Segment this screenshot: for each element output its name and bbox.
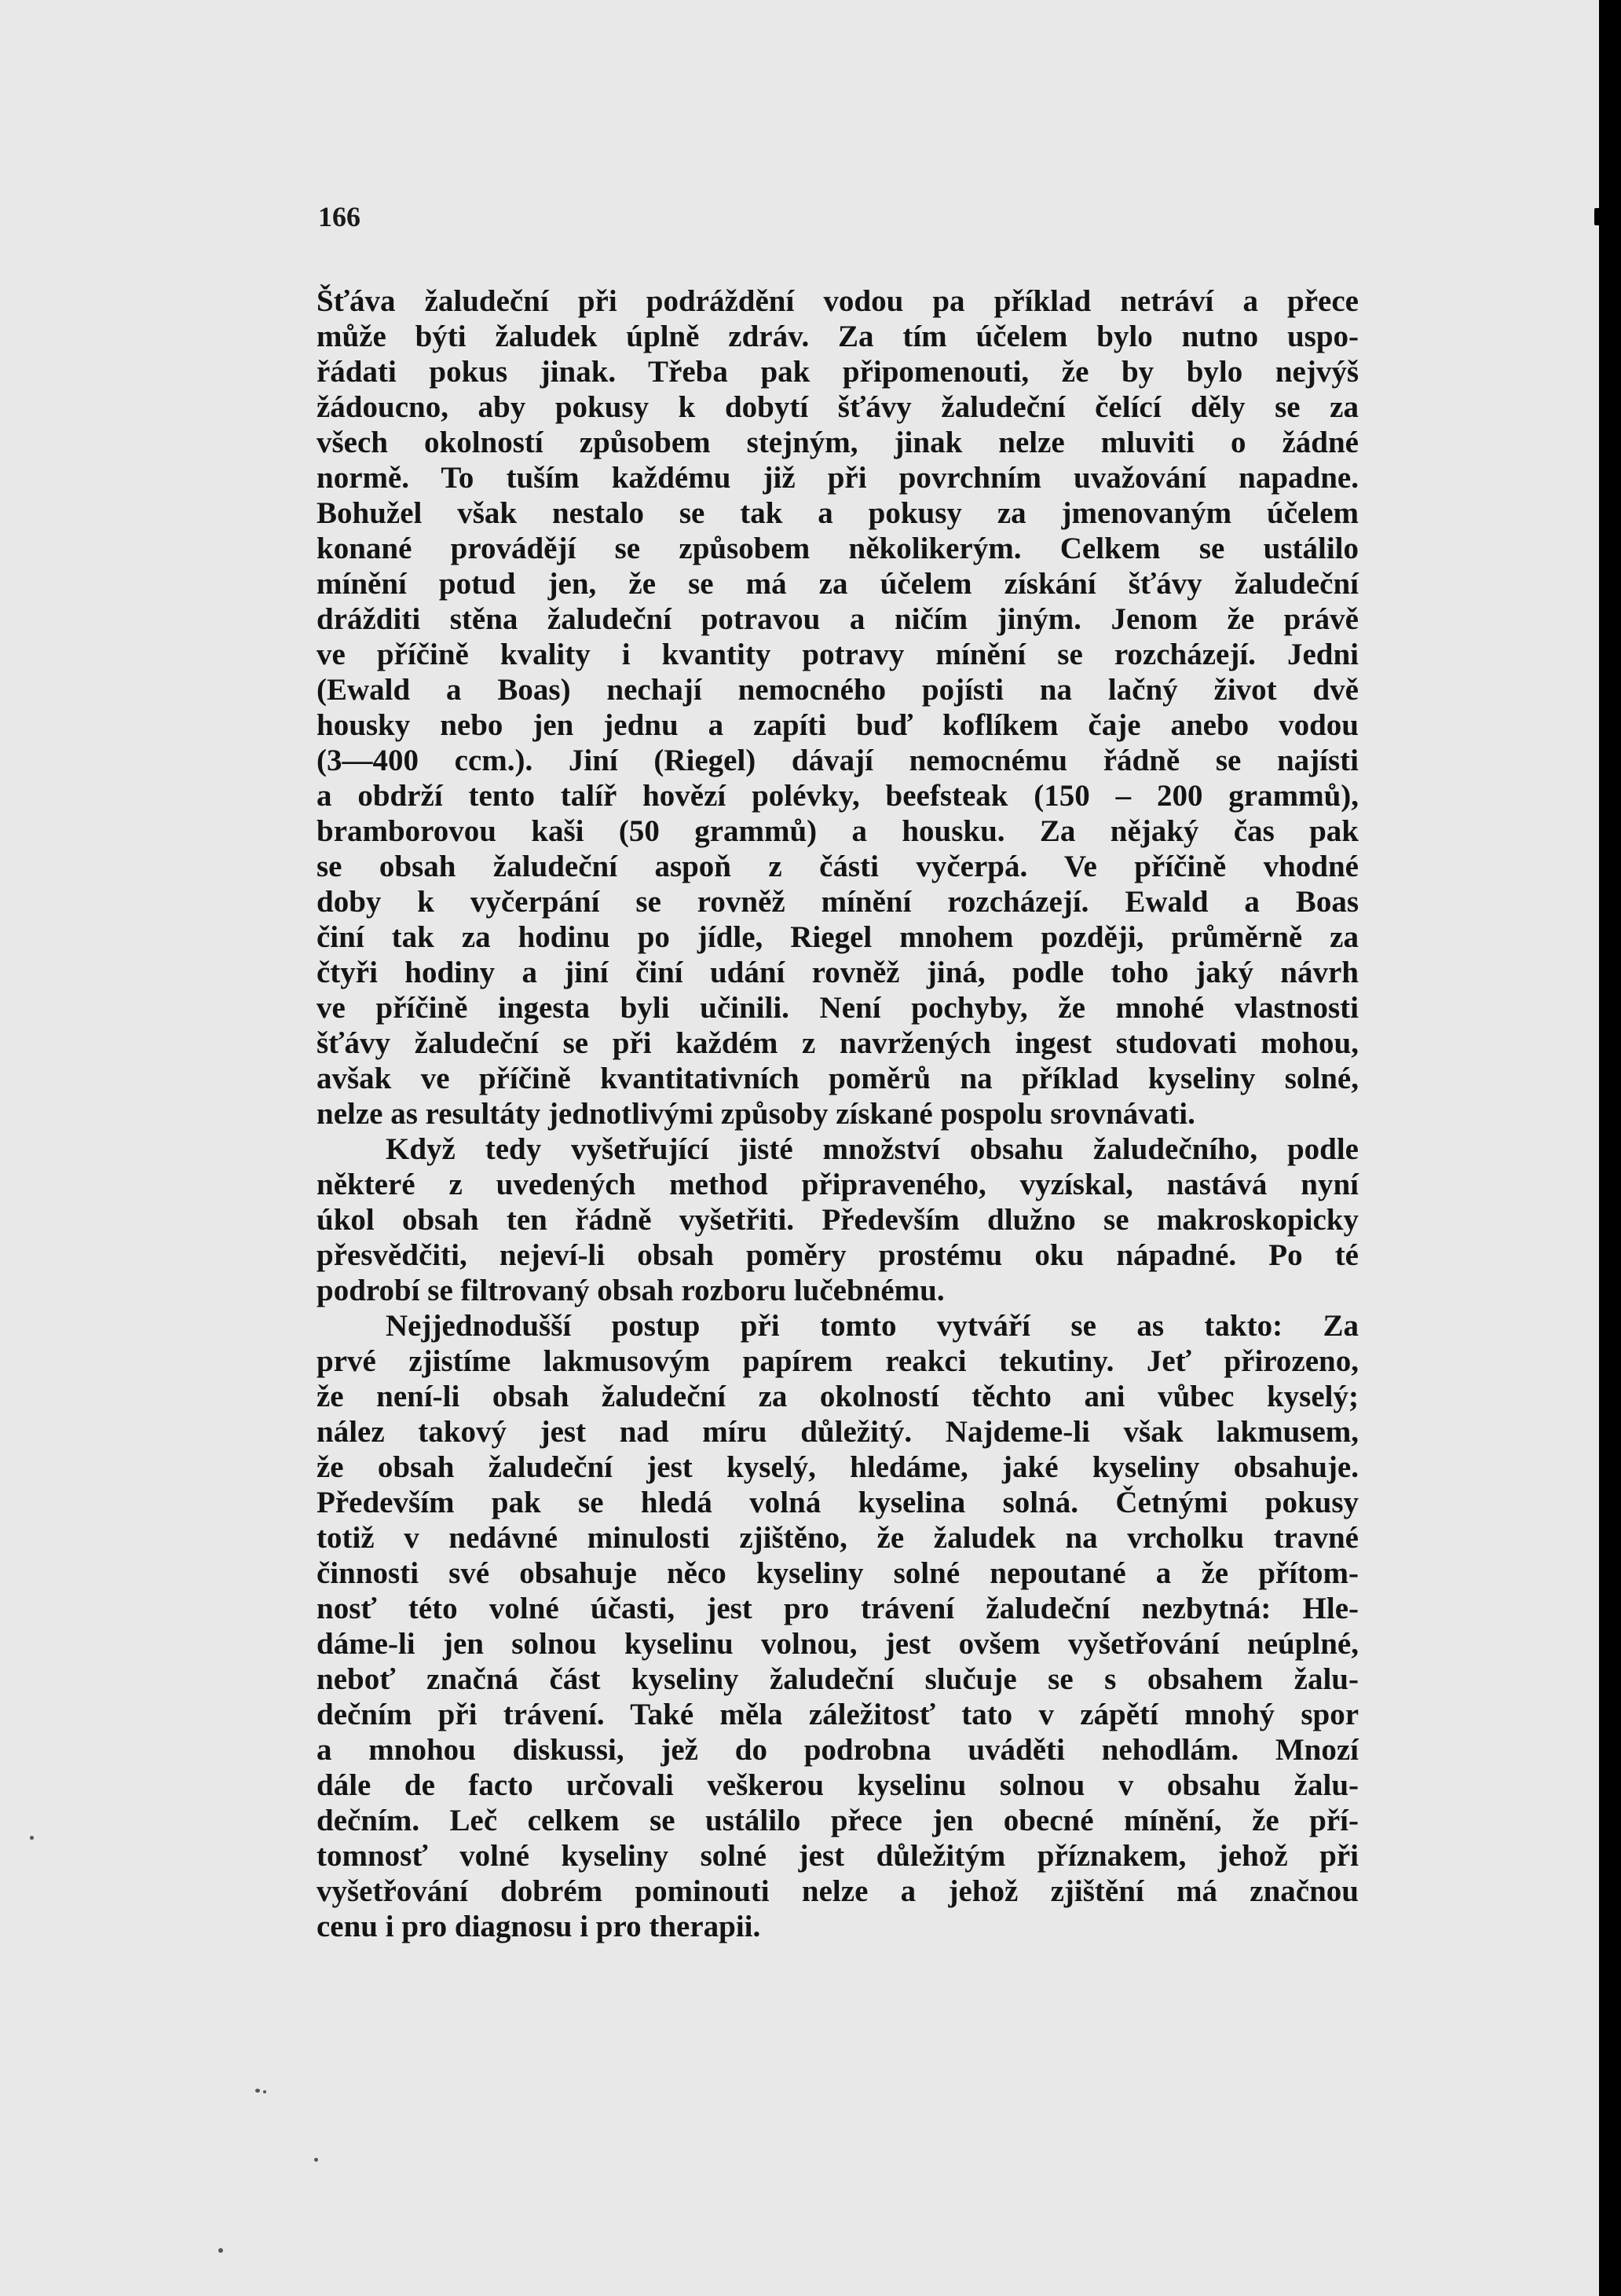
text-line: dečním při trávení. Také měla záležitosť tato v zápětí mnohý spor [317,1698,1359,1731]
page-edge-mark [1594,208,1599,225]
text-line: drážditi stěna žaludeční potravou a ničím jiným. Jenom že právě [317,602,1359,636]
text-line: může býti žaludek úplně zdráv. Za tím účelem bylo nutno uspo- [317,320,1359,353]
text-line: úkol obsah ten řádně vyšetřiti. Především dlužno se makroskopicky [317,1203,1359,1237]
text-line: ve příčině kvality i kvantity potravy mínění se rozcházejí. Jedni [317,638,1359,671]
text-line: cenu i pro diagnosu i pro therapii. [317,1910,761,1943]
page-number: 166 [318,201,360,232]
scan-speck [255,2089,260,2093]
text-line: že není-li obsah žaludeční za okolností těchto ani vůbec kyselý; [317,1380,1359,1413]
text-line: přesvědčiti, nejeví-li obsah poměry prostému oku nápadné. Po té [317,1238,1359,1272]
text-line: žádoucno, aby pokusy k dobytí šťávy žaludeční čelící děly se za [317,390,1359,424]
text-line: nález takový jest nad míru důležitý. Najdeme-li však lakmusem, [317,1415,1359,1449]
text-line: totiž v nedávné minulosti zjištěno, že žaludek na vrcholku travné [317,1521,1359,1555]
body-text [317,283,1359,1944]
text-line: nelze as resultáty jednotlivými způsoby získané pospolu srovnávati. [317,1097,1195,1131]
text-line: Když tedy vyšetřující jisté množství obsahu žaludečního, podle [386,1132,1359,1166]
text-line: Bohužel však nestalo se tak a pokusy za jmenovaným účelem [317,496,1359,530]
text-line: šťávy žaludeční se při každém z navržených ingest studovati mohou, [317,1026,1359,1060]
text-line: Šťáva žaludeční při podráždění vodou pa příklad netráví a přece [317,284,1359,318]
text-line: čtyři hodiny a jiní činí udání rovněž jiná, podle toho jaký návrh [317,956,1359,989]
scan-speck [30,1836,34,1840]
text-line: a obdrží tento talíř hovězí polévky, beefsteak (150 – 200 grammů), [317,779,1359,813]
text-line: dáme-li jen solnou kyselinu volnou, jest ovšem vyšetřování neúplné, [317,1627,1359,1661]
text-line: Nejjednodušší postup při tomto vytváří se as takto: Za [386,1309,1359,1343]
text-line: některé z uvedených method připraveného, vyzískal, nastává nyní [317,1168,1359,1201]
text-line: tomnosť volné kyseliny solné jest důležitým příznakem, jehož při [317,1839,1359,1873]
text-line: že obsah žaludeční jest kyselý, hledáme, jaké kyseliny obsahuje. [317,1450,1359,1484]
text-line: řádati pokus jinak. Třeba pak připomenouti, že by bylo nejvýš [317,355,1359,389]
text-line: dečním. Leč celkem se ustálilo přece jen obecné mínění, že pří- [317,1804,1359,1837]
text-line: housky nebo jen jednu a zapíti buď koflíkem čaje anebo vodou [317,708,1359,742]
text-line: neboť značná část kyseliny žaludeční slučuje se s obsahem žalu- [317,1662,1359,1696]
text-line: doby k vyčerpání se rovněž mínění rozcházejí. Ewald a Boas [317,885,1359,919]
text-line: činí tak za hodinu po jídle, Riegel mnohem později, průměrně za [317,920,1359,954]
text-line: nosť této volné účasti, jest pro trávení žaludeční nezbytná: Hle- [317,1592,1359,1625]
text-line: dále de facto určovali veškerou kyselinu solnou v obsahu žalu- [317,1768,1359,1802]
text-line: činnosti své obsahuje něco kyseliny solné nepoutané a že přítom- [317,1556,1359,1590]
text-line: prvé zjistíme lakmusovým papírem reakci tekutiny. Jeť přirozeno, [317,1344,1359,1378]
text-line: bramborovou kaši (50 grammů) a housku. Za nějaký čas pak [317,814,1359,848]
text-line: všech okolností způsobem stejným, jinak nelze mluviti o žádné [317,426,1359,459]
text-line: se obsah žaludeční aspoň z části vyčerpá. Ve příčině vhodné [317,850,1359,883]
scan-speck [314,2158,318,2162]
text-line: (3—400 ccm.). Jiní (Riegel) dávají nemocnému řádně se najísti [317,744,1359,777]
text-line: Především pak se hledá volná kyselina solná. Četnými pokusy [317,1486,1359,1519]
text-line: avšak ve příčině kvantitativních poměrů na příklad kyseliny solné, [317,1062,1359,1095]
text-line: podrobí se filtrovaný obsah rozboru lučebnému. [317,1274,945,1307]
text-line: mínění potud jen, že se má za účelem získání šťávy žaludeční [317,567,1359,601]
text-line: a mnohou diskussi, jež do podrobna uváděti nehodlám. Mnozí [317,1733,1359,1767]
scan-speck [263,2090,266,2093]
text-line: normě. To tuším každému již při povrchním uvažování napadne. [317,461,1359,495]
scan-speck [218,2248,223,2253]
text-line: (Ewald a Boas) nechají nemocného pojísti na lačný život dvě [317,673,1359,707]
text-line: konané provádějí se způsobem několikerým. Celkem se ustálilo [317,532,1359,565]
text-line: ve příčině ingesta byli učinili. Není pochyby, že mnohé vlastnosti [317,991,1359,1025]
text-line: vyšetřování dobrém pominouti nelze a jehož zjištění má značnou [317,1874,1359,1908]
